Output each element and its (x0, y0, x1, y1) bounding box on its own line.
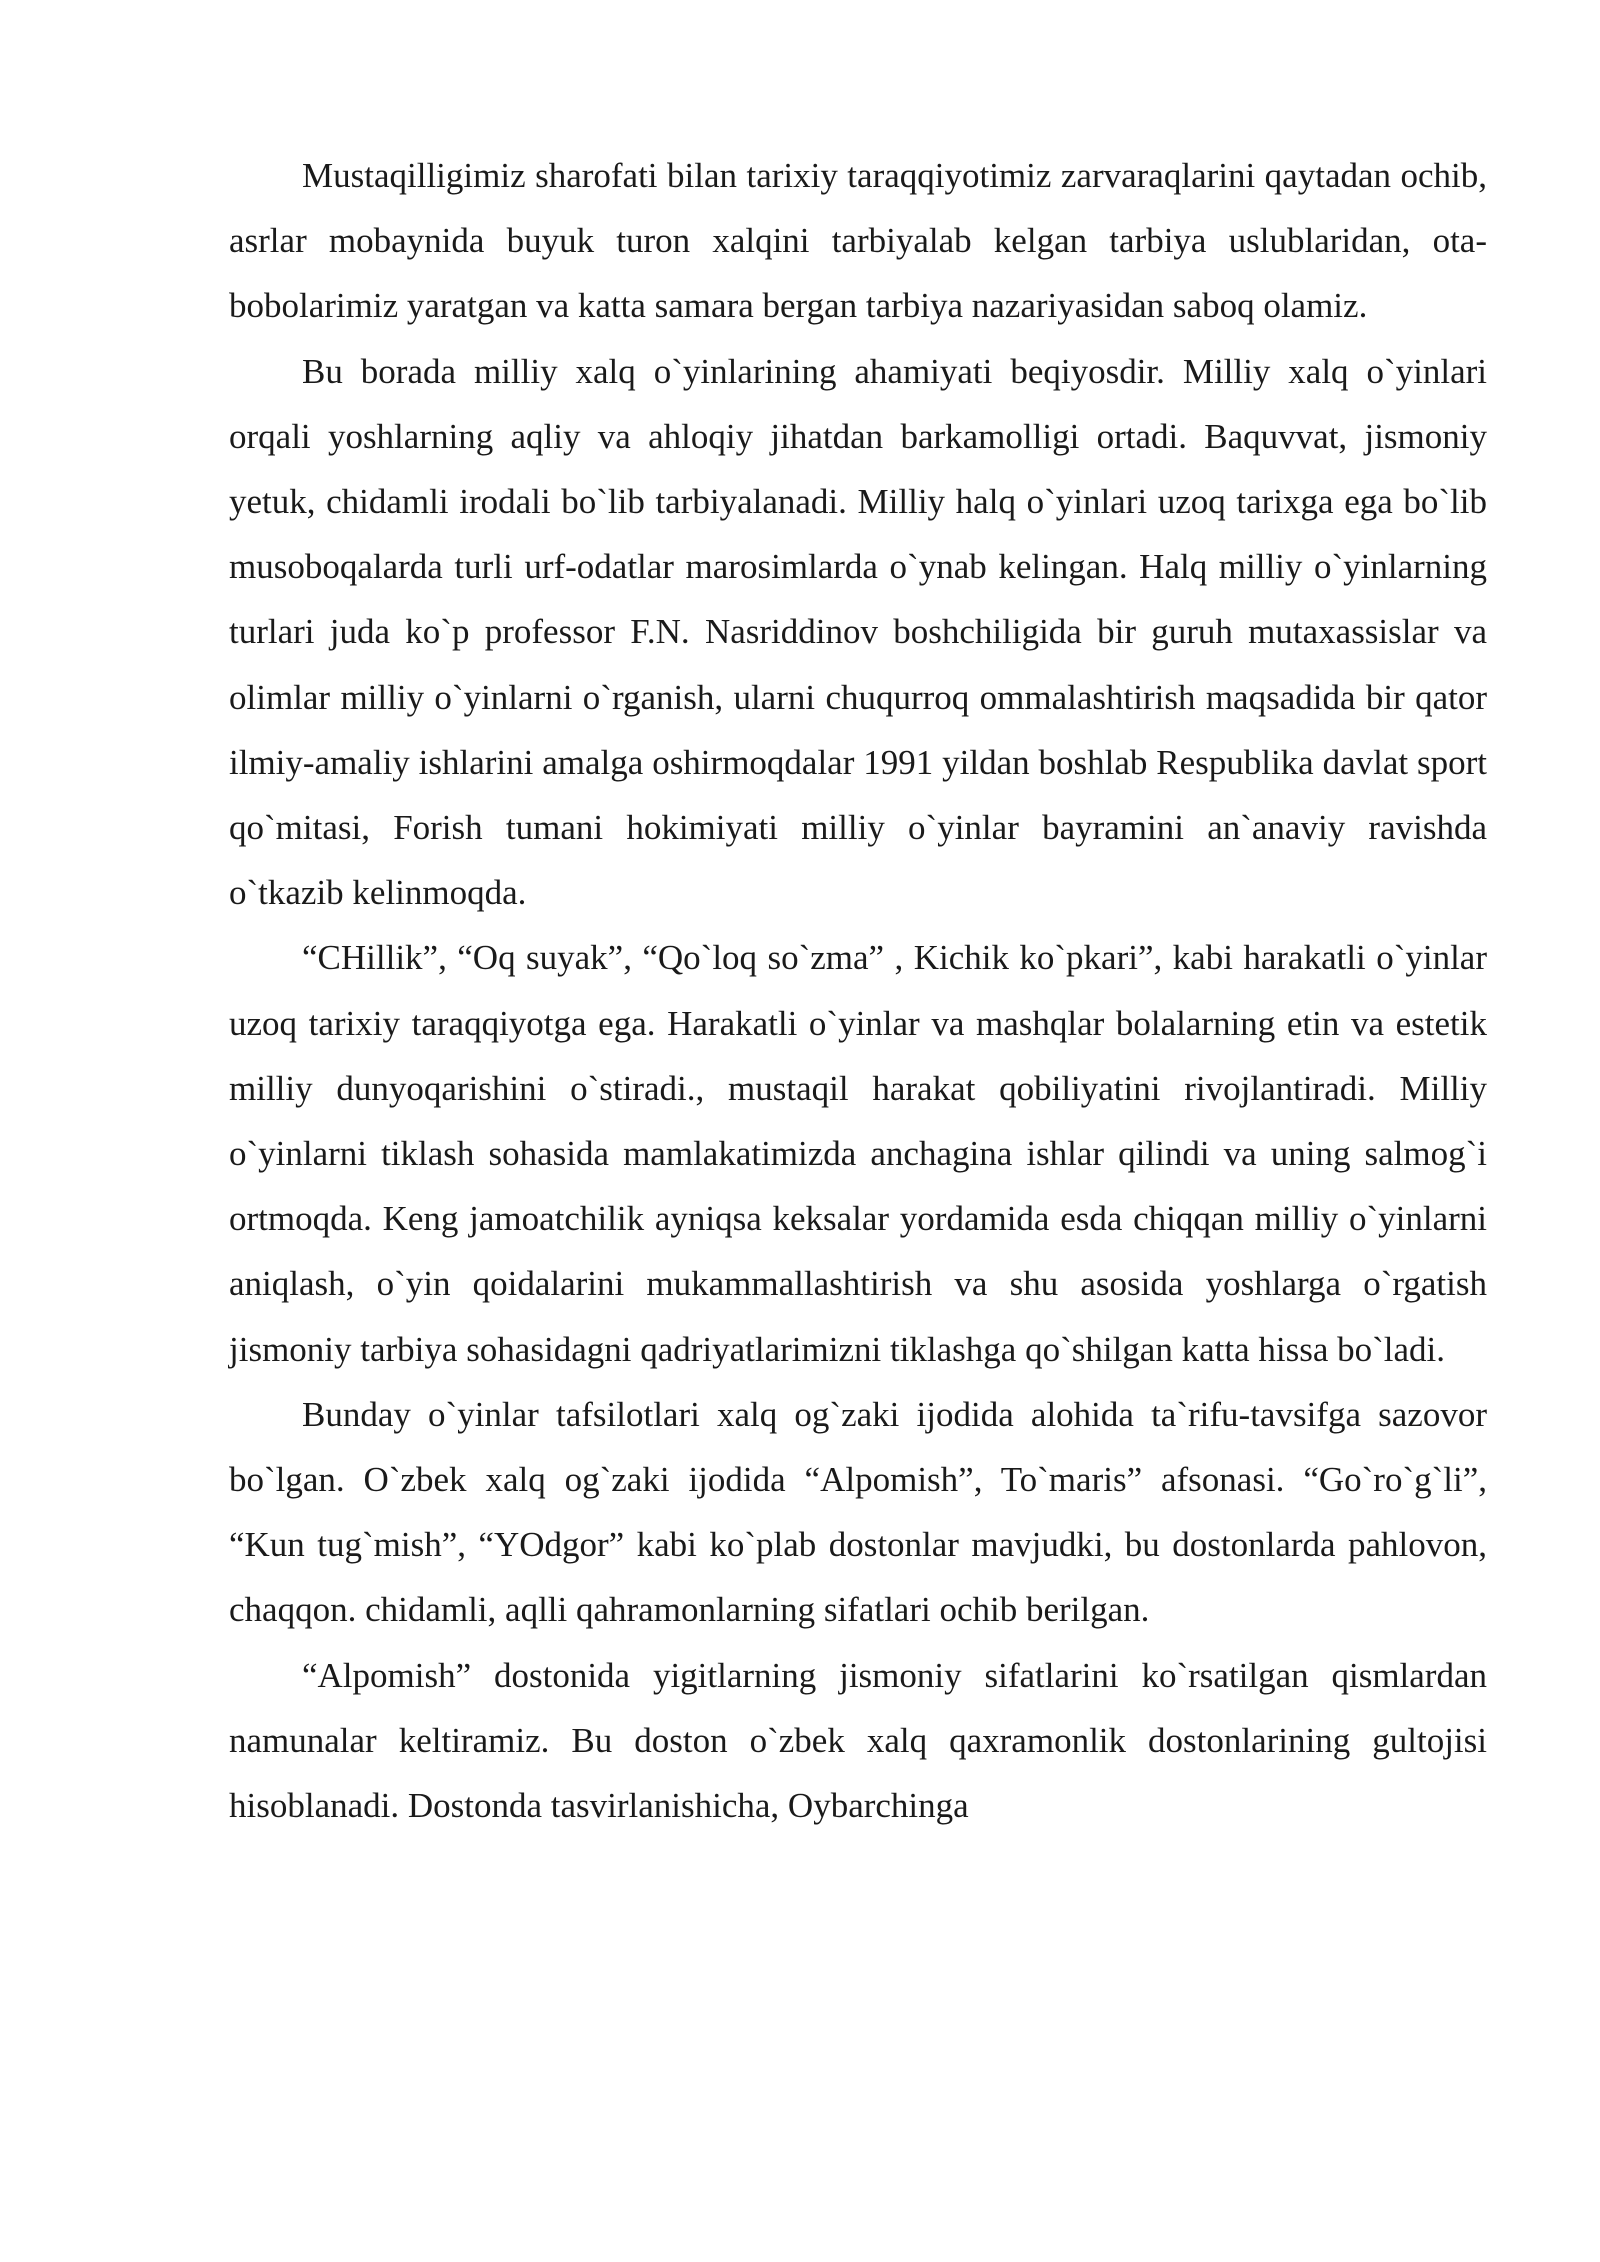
document-body (229, 143, 1487, 1838)
paragraph-3: “CHillik”, “Oq suyak”, “Qo`loq so`zma” , Kichik ko`pkari”, kabi harakatli o`yinlar uzoq tarixiy taraqqiyotga ega. Harakatli o`yinlar va mashqlar bolalarning etin va estetik milliy dunyoqarishini o`stiradi., mustaqil harakat qobiliyatini rivojlantiradi. Milliy o`yinlarni tiklash sohasida mamlakatimizda anchagina ishlar qilindi va uning salmog`i ortmoqda. Keng jamoatchilik ayniqsa keksalar yordamida esda chiqqan milliy o`yinlarni aniqlash, o`yin qoidalarini mukammallashtirish va shu asosida yoshlarga o`rgatish jismoniy tarbiya sohasidagni qadriyatlarimizni tiklashga qo`shilgan katta hissa bo`ladi. (229, 938, 1487, 1369)
paragraph-4: Bunday o`yinlar tafsilotlari xalq og`zaki ijodida alohida ta`rifu-tavsifga sazovor bo`lgan. O`zbek xalq og`zaki ijodida “Alpomish”, To`maris” afsonasi. “Go`ro`g`li”, “Kun tug`mish”, “YOdgor” kabi ko`plab dostonlar mavjudki, bu dostonlarda pahlovon, chaqqon. chidamli, aqlli qahramonlarning sifatlari ochib berilgan. (229, 1394, 1487, 1630)
paragraph-1: Mustaqilligimiz sharofati bilan tarixiy taraqqiyotimiz zarvaraqlarini qaytadan ochib, asrlar mobaynida buyuk turon xalqini tarbiyalab kelgan tarbiya uslublaridan, ota-bobolarimiz yaratgan va katta samara bergan tarbiya nazariyasidan saboq olamiz. (229, 156, 1487, 326)
paragraph-5: “Alpomish” dostonida yigitlarning jismoniy sifatlarini ko`rsatilgan qismlardan namunalar keltiramiz. Bu doston o`zbek xalq qaxramonlik dostonlarining gultojisi hisoblanadi. Dostonda tasvirlanishicha, Oybarchinga (229, 1655, 1487, 1826)
paragraph-2: Bu borada milliy xalq o`yinlarining ahamiyati beqiyosdir. Milliy xalq o`yinlari orqali yoshlarning aqliy va ahloqiy jihatdan barkamolligi ortadi. Baquvvat, jismoniy yetuk, chidamli irodali bo`lib tarbiyalanadi. Milliy halq o`yinlari uzoq tarixga ega bo`lib musoboqalarda turli urf-odatlar marosimlarda o`ynab kelingan. Halq milliy o`yinlarning turlari juda ko`p professor F.N. Nasriddinov boshchiligida bir guruh mutaxassislar va olimlar milliy o`yinlarni o`rganish, ularni chuqurroq ommalashtirish maqsadida bir qator ilmiy-amaliy ishlarini amalga oshirmoqdalar 1991 yildan boshlab Respublika davlat sport qo`mitasi, Forish tumani hokimiyati milliy o`yinlar bayramini an`anaviy ravishda o`tkazib kelinmoqda. (229, 351, 1487, 913)
